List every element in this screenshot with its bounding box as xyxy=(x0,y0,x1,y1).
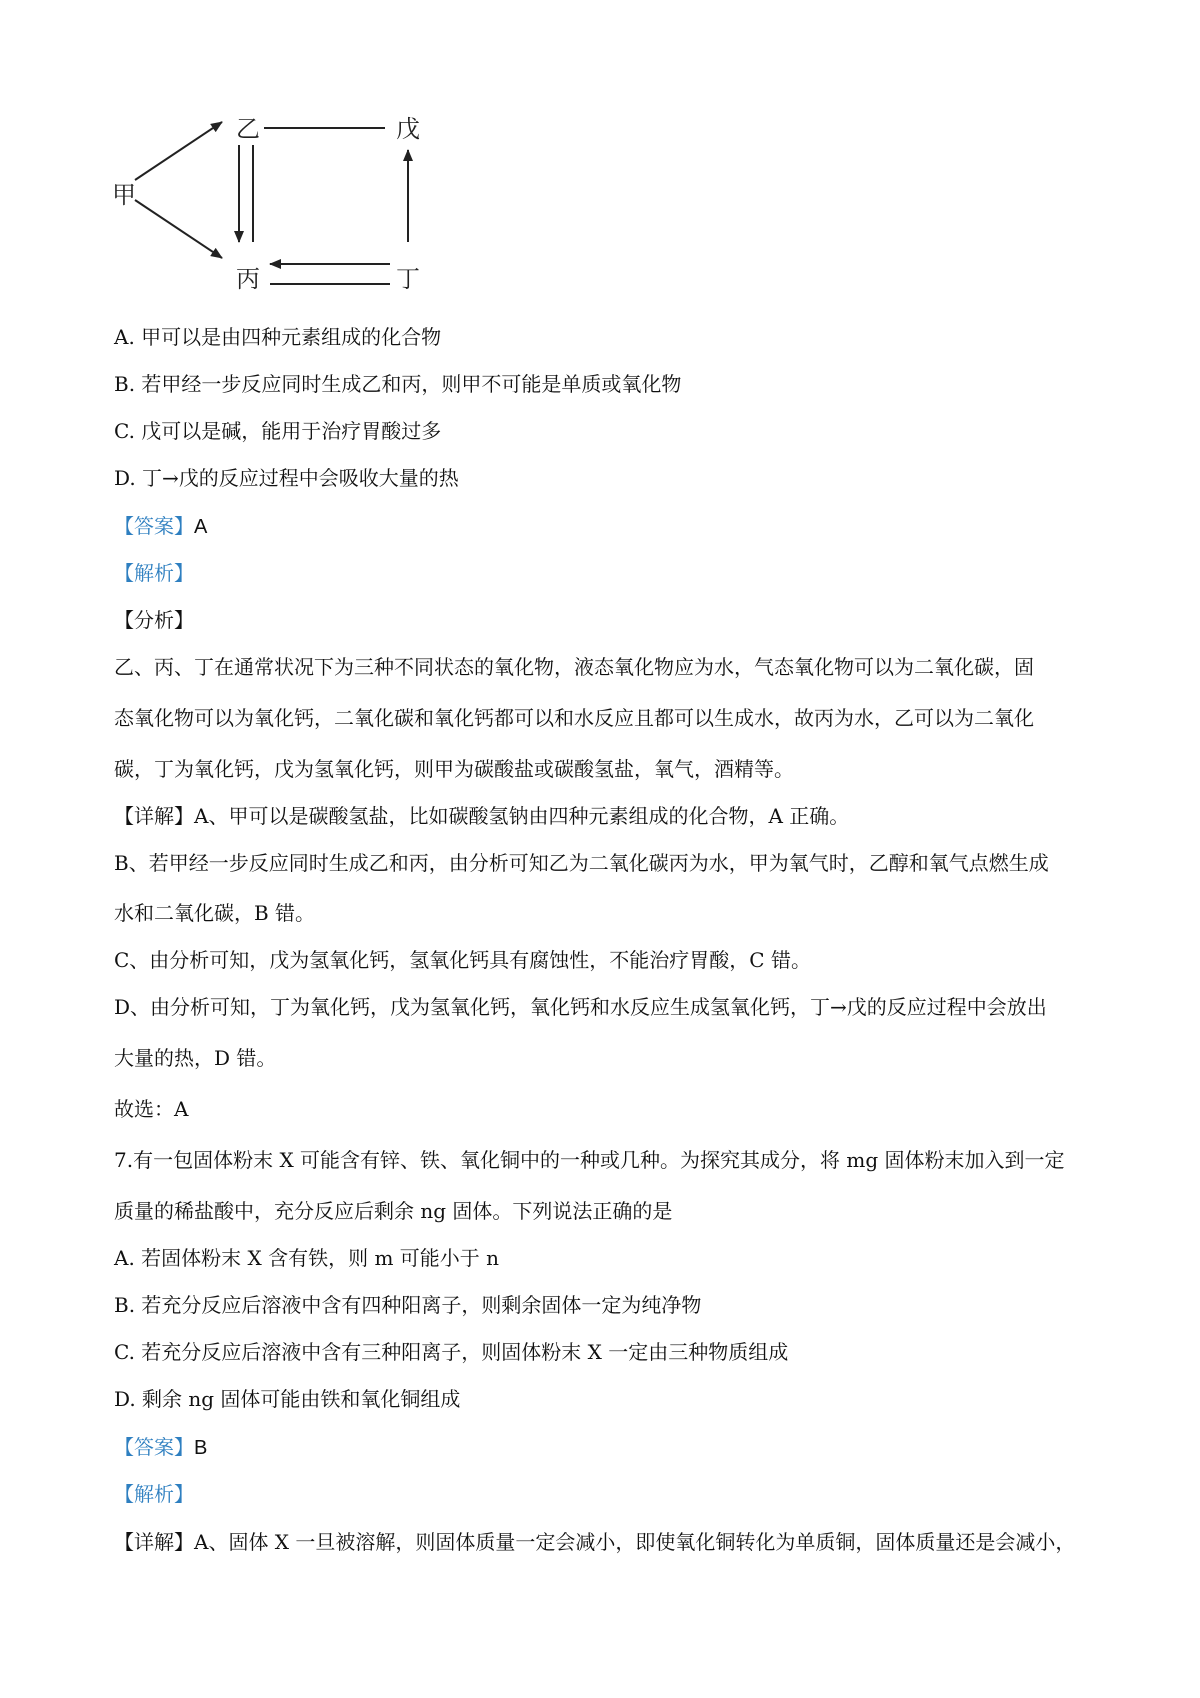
reaction-diagram xyxy=(0,0,1200,320)
q7-detail-line: 【详解】A、固体 X 一旦被溶解，则固体质量一定会减小，即使氧化铜转化为单质铜，固体质量还是会减小， xyxy=(114,1530,1076,1554)
q6-detail-line-5: D、由分析可知，丁为氧化钙，戊为氢氧化钙，氧化钙和水反应生成氢氧化钙，丁→戊的反应过程中会放出 xyxy=(114,995,1047,1019)
node-wu: 戊 xyxy=(396,115,420,143)
q6-detail-line-1: 【详解】A、甲可以是碳酸氢盐，比如碳酸氢钠由四种元素组成的化合物，A 正确。 xyxy=(114,804,850,828)
q6-conclusion: 故选：A xyxy=(114,1097,189,1121)
node-jia: 甲 xyxy=(112,181,136,209)
q6-answer-value: A xyxy=(194,516,208,538)
q6-detail-line-2: B、若甲经一步反应同时生成乙和丙，由分析可知乙为二氧化碳丙为水，甲为氧气时，乙醇和氧气点燃生成 xyxy=(114,851,1049,875)
q6-option-c: C. 戊可以是碱，能用于治疗胃酸过多 xyxy=(114,419,442,443)
q6-fenxi-line-3: 碳，丁为氧化钙，戊为氢氧化钙，则甲为碳酸盐或碳酸氢盐，氧气，酒精等。 xyxy=(114,757,794,781)
q6-fenxi-line-1: 乙、丙、丁在通常状况下为三种不同状态的氧化物，液态氧化物应为水，气态氧化物可以为二氧化碳，固 xyxy=(114,655,1034,679)
q6-detail-line-3: 水和二氧化碳，B 错。 xyxy=(114,901,316,925)
q6-answer xyxy=(114,511,1114,542)
q7-answer xyxy=(114,1432,1114,1463)
q6-fenxi-line-2: 态氧化物可以为氧化钙，二氧化碳和氧化钙都可以和水反应且都可以生成水，故丙为水，乙可以为二氧化 xyxy=(114,706,1034,730)
q7-option-c: C. 若充分反应后溶液中含有三种阳离子，则固体粉末 X 一定由三种物质组成 xyxy=(114,1340,789,1364)
q6-detail-line-4: C、由分析可知，戊为氢氧化钙，氢氧化钙具有腐蚀性，不能治疗胃酸，C 错。 xyxy=(114,948,811,972)
q7-answer-value: B xyxy=(194,1437,208,1459)
q6-option-a: A. 甲可以是由四种元素组成的化合物 xyxy=(114,325,442,349)
node-bing: 丙 xyxy=(236,265,260,293)
node-yi: 乙 xyxy=(236,115,260,143)
q6-option-b: B. 若甲经一步反应同时生成乙和丙，则甲不可能是单质或氧化物 xyxy=(114,372,682,396)
q6-option-d: D. 丁→戊的反应过程中会吸收大量的热 xyxy=(114,466,459,490)
q6-detail-line-6: 大量的热，D 错。 xyxy=(114,1046,277,1070)
node-ding: 丁 xyxy=(396,265,420,293)
q7-option-b: B. 若充分反应后溶液中含有四种阳离子，则剩余固体一定为纯净物 xyxy=(114,1293,702,1317)
arrow-jia-to-yi xyxy=(135,122,222,180)
q7-stem-line-2: 质量的稀盐酸中，充分反应后剩余 ng 固体。下列说法正确的是 xyxy=(114,1199,673,1223)
q7-option-d: D. 剩余 ng 固体可能由铁和氧化铜组成 xyxy=(114,1387,461,1411)
q7-stem-line-1: 7.有一包固体粉末 X 可能含有锌、铁、氧化铜中的一种或几种。为探究其成分，将 mg 固体粉末加入到一定 xyxy=(114,1148,1065,1172)
q7-jiexi-label: 【解析】 xyxy=(114,1482,194,1506)
q6-jiexi-label: 【解析】 xyxy=(114,561,194,585)
arrow-jia-to-bing xyxy=(135,200,222,258)
q7-answer-label: 【答案】 xyxy=(114,1435,194,1459)
q6-answer-label: 【答案】 xyxy=(114,514,194,538)
q7-option-a: A. 若固体粉末 X 含有铁，则 m 可能小于 n xyxy=(114,1246,500,1270)
q6-fenxi-label: 【分析】 xyxy=(114,608,194,632)
